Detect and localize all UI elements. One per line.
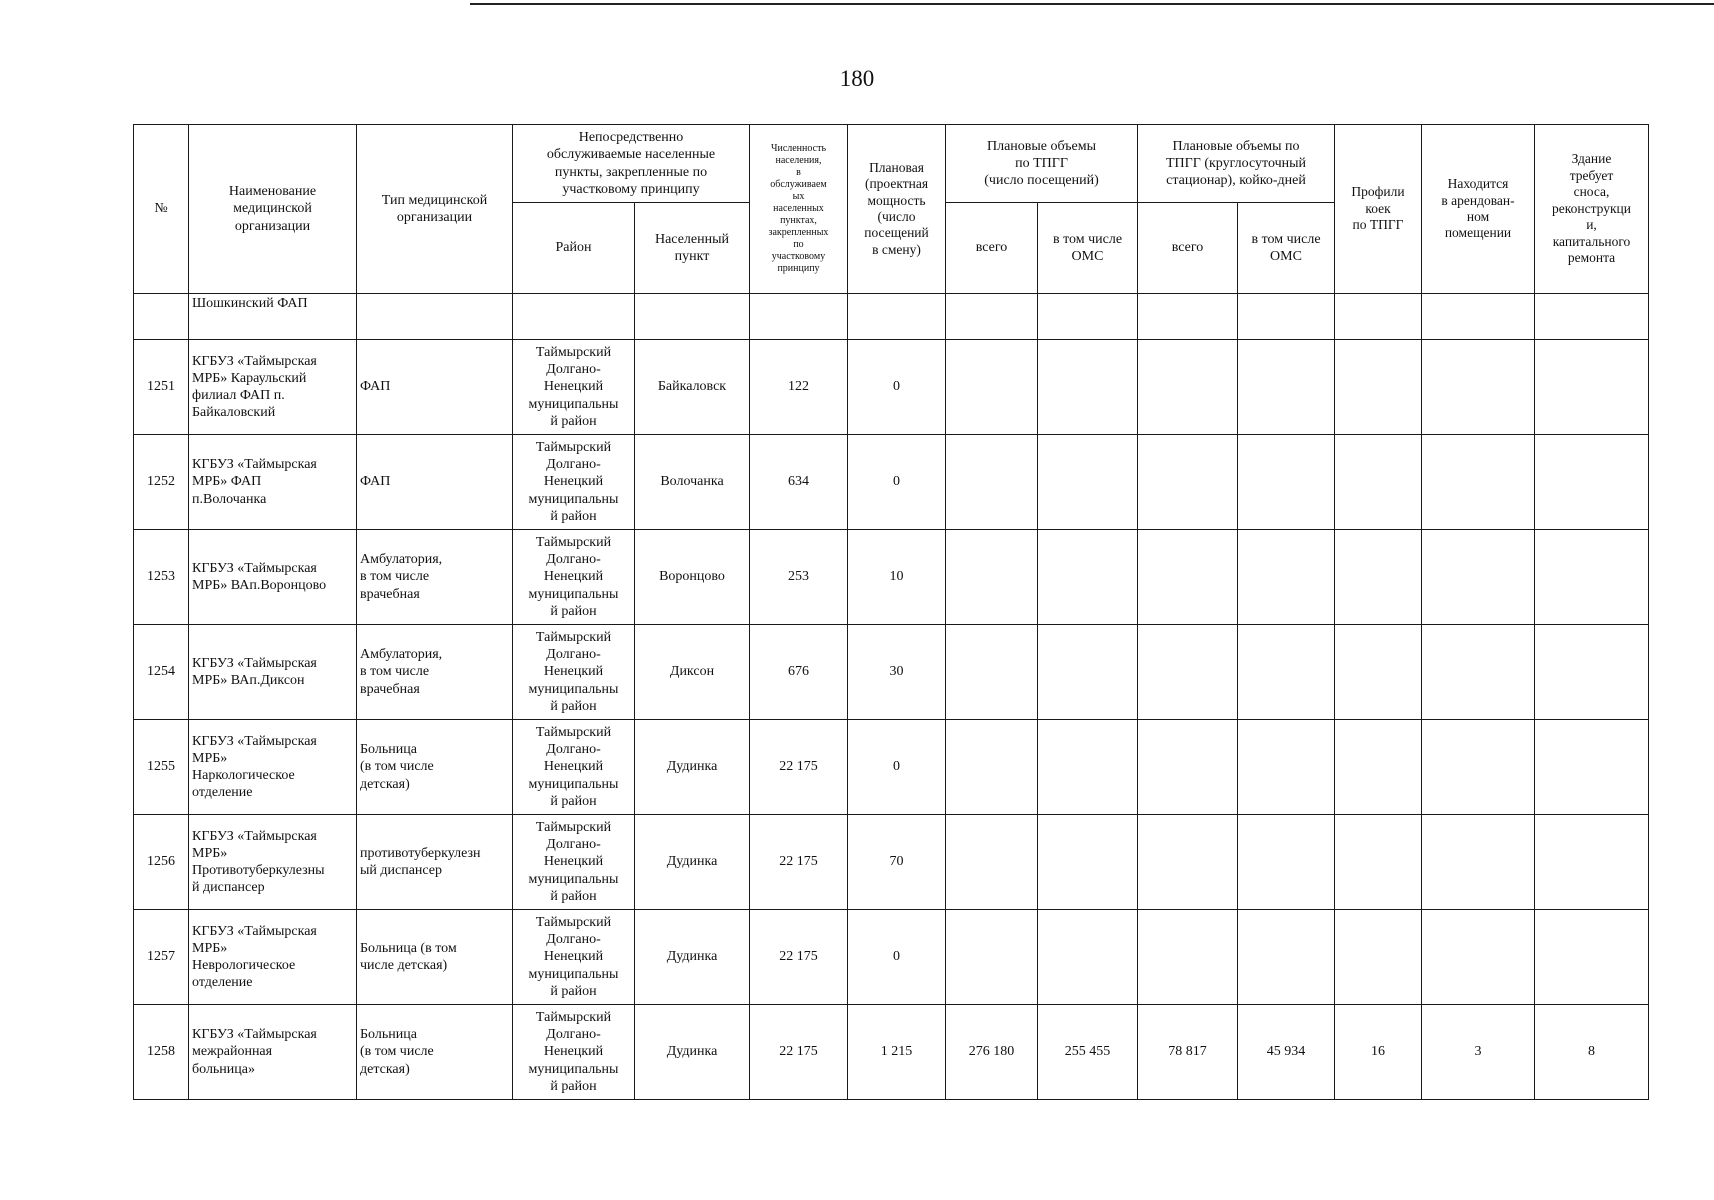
table-row — [134, 1005, 1649, 1100]
table-row — [134, 530, 1649, 625]
cell-name: КГБУЗ «Таймырская МРБ» ФАП п.Волочанка — [189, 435, 357, 530]
cell-population — [750, 294, 848, 340]
facilities-table — [133, 124, 1649, 1100]
cell-capacity — [848, 294, 946, 340]
col-served-header: Непосредственно обслуживаемые населенные пункты, закрепленные по участковому принципу — [513, 125, 750, 203]
cell-name: КГБУЗ «Таймырская МРБ» Караульский филиал ФАП п. Байкаловский — [189, 340, 357, 435]
cell-capacity: 0 — [848, 910, 946, 1005]
cell-visits-oms — [1038, 340, 1138, 435]
cell-capacity: 10 — [848, 530, 946, 625]
cell-inpatient-total — [1138, 910, 1238, 1005]
cell-profiles — [1335, 720, 1422, 815]
cell-name: КГБУЗ «Таймырская МРБ» ВАп.Воронцово — [189, 530, 357, 625]
cell-visits-oms — [1038, 720, 1138, 815]
cell-settlement — [635, 294, 750, 340]
cell-settlement: Воронцово — [635, 530, 750, 625]
cell-district: Таймырский Долгано- Ненецкий муниципальны й район — [513, 1005, 635, 1100]
cell-visits-total — [946, 435, 1038, 530]
cell-name: КГБУЗ «Таймырская МРБ» Неврологическое отделение — [189, 910, 357, 1005]
cell-rented — [1422, 530, 1535, 625]
top-rule — [470, 3, 1714, 5]
cell-inpatient-oms — [1238, 294, 1335, 340]
col-visits-total-header: всего — [946, 203, 1038, 294]
cell-district: Таймырский Долгано- Ненецкий муниципальны й район — [513, 720, 635, 815]
table-row — [134, 340, 1649, 435]
cell-visits-total — [946, 530, 1038, 625]
table-row-carryover — [134, 294, 1649, 340]
cell-settlement: Дудинка — [635, 720, 750, 815]
cell-num: 1257 — [134, 910, 189, 1005]
cell-rented — [1422, 910, 1535, 1005]
cell-settlement: Дудинка — [635, 1005, 750, 1100]
cell-inpatient-total — [1138, 340, 1238, 435]
cell-visits-total — [946, 625, 1038, 720]
cell-district: Таймырский Долгано- Ненецкий муниципальны й район — [513, 340, 635, 435]
cell-capacity: 1 215 — [848, 1005, 946, 1100]
cell-num — [134, 294, 189, 340]
cell-visits-oms — [1038, 625, 1138, 720]
cell-visits-total — [946, 340, 1038, 435]
cell-inpatient-total — [1138, 294, 1238, 340]
cell-profiles — [1335, 530, 1422, 625]
cell-type: ФАП — [357, 340, 513, 435]
cell-inpatient-oms — [1238, 625, 1335, 720]
cell-population: 253 — [750, 530, 848, 625]
cell-profiles — [1335, 910, 1422, 1005]
cell-capacity: 70 — [848, 815, 946, 910]
cell-settlement: Байкаловск — [635, 340, 750, 435]
cell-num: 1258 — [134, 1005, 189, 1100]
cell-visits-oms — [1038, 435, 1138, 530]
cell-district: Таймырский Долгано- Ненецкий муниципальны й район — [513, 625, 635, 720]
table-row — [134, 625, 1649, 720]
cell-inpatient-oms — [1238, 530, 1335, 625]
cell-population: 22 175 — [750, 1005, 848, 1100]
page-number: 180 — [839, 66, 875, 91]
cell-num: 1256 — [134, 815, 189, 910]
table-header — [134, 125, 1649, 294]
cell-profiles: 16 — [1335, 1005, 1422, 1100]
cell-type: противотуберкулезн ый диспансер — [357, 815, 513, 910]
cell-population: 634 — [750, 435, 848, 530]
table-row — [134, 910, 1649, 1005]
cell-building: 8 — [1535, 1005, 1649, 1100]
cell-rented: 3 — [1422, 1005, 1535, 1100]
cell-visits-total — [946, 720, 1038, 815]
cell-inpatient-total — [1138, 530, 1238, 625]
cell-rented — [1422, 294, 1535, 340]
cell-name: КГБУЗ «Таймырская МРБ» Наркологическое отделение — [189, 720, 357, 815]
cell-capacity: 30 — [848, 625, 946, 720]
cell-inpatient-oms — [1238, 910, 1335, 1005]
col-population-header: Численность населения, в обслуживаем ых населенных пунктах, закрепленных по участковому принципу — [750, 125, 848, 294]
cell-profiles — [1335, 435, 1422, 530]
cell-rented — [1422, 340, 1535, 435]
col-building-header: Здание требует сноса, реконструкци и, капитального ремонта — [1535, 125, 1649, 294]
cell-num: 1254 — [134, 625, 189, 720]
cell-building — [1535, 720, 1649, 815]
cell-inpatient-oms — [1238, 435, 1335, 530]
cell-type: Амбулатория, в том числе врачебная — [357, 625, 513, 720]
cell-name: КГБУЗ «Таймырская межрайонная больница» — [189, 1005, 357, 1100]
cell-district: Таймырский Долгано- Ненецкий муниципальны й район — [513, 530, 635, 625]
cell-population: 22 175 — [750, 815, 848, 910]
cell-name: КГБУЗ «Таймырская МРБ» Противотуберкулезны й диспансер — [189, 815, 357, 910]
cell-visits-oms: 255 455 — [1038, 1005, 1138, 1100]
cell-district: Таймырский Долгано- Ненецкий муниципальны й район — [513, 815, 635, 910]
cell-profiles — [1335, 815, 1422, 910]
cell-name: Шошкинский ФАП — [189, 294, 357, 340]
cell-inpatient-oms: 45 934 — [1238, 1005, 1335, 1100]
col-settlement-header: Населенный пункт — [635, 203, 750, 294]
cell-type: ФАП — [357, 435, 513, 530]
cell-settlement: Дудинка — [635, 815, 750, 910]
cell-profiles — [1335, 340, 1422, 435]
cell-visits-total: 276 180 — [946, 1005, 1038, 1100]
cell-district — [513, 294, 635, 340]
col-inpatient-oms-header: в том числе ОМС — [1238, 203, 1335, 294]
col-visits-header: Плановые объемы по ТПГГ (число посещений) — [946, 125, 1138, 203]
cell-capacity: 0 — [848, 720, 946, 815]
cell-profiles — [1335, 294, 1422, 340]
cell-visits-oms — [1038, 815, 1138, 910]
cell-type — [357, 294, 513, 340]
cell-type: Больница (в том числе детская) — [357, 720, 513, 815]
cell-inpatient-total — [1138, 435, 1238, 530]
cell-profiles — [1335, 625, 1422, 720]
cell-visits-oms — [1038, 294, 1138, 340]
col-name-header: Наименование медицинской организации — [189, 125, 357, 294]
cell-district: Таймырский Долгано- Ненецкий муниципальны й район — [513, 910, 635, 1005]
cell-settlement: Волочанка — [635, 435, 750, 530]
cell-population: 22 175 — [750, 910, 848, 1005]
cell-visits-total — [946, 815, 1038, 910]
cell-inpatient-oms — [1238, 340, 1335, 435]
cell-building — [1535, 910, 1649, 1005]
cell-num: 1251 — [134, 340, 189, 435]
cell-visits-total — [946, 910, 1038, 1005]
col-inpatient-total-header: всего — [1138, 203, 1238, 294]
cell-building — [1535, 815, 1649, 910]
cell-population: 676 — [750, 625, 848, 720]
cell-settlement: Диксон — [635, 625, 750, 720]
cell-rented — [1422, 720, 1535, 815]
table-row — [134, 720, 1649, 815]
cell-inpatient-oms — [1238, 815, 1335, 910]
cell-inpatient-total: 78 817 — [1138, 1005, 1238, 1100]
cell-inpatient-total — [1138, 720, 1238, 815]
cell-visits-total — [946, 294, 1038, 340]
table-row — [134, 815, 1649, 910]
col-inpatient-header: Плановые объемы по ТПГГ (круглосуточный стационар), койко-дней — [1138, 125, 1335, 203]
cell-inpatient-total — [1138, 815, 1238, 910]
col-profiles-header: Профили коек по ТПГГ — [1335, 125, 1422, 294]
cell-settlement: Дудинка — [635, 910, 750, 1005]
cell-building — [1535, 294, 1649, 340]
cell-type: Амбулатория, в том числе врачебная — [357, 530, 513, 625]
cell-inpatient-oms — [1238, 720, 1335, 815]
col-capacity-header: Плановая (проектная мощность (число посещений в смену) — [848, 125, 946, 294]
cell-type: Больница (в том числе детская) — [357, 910, 513, 1005]
cell-capacity: 0 — [848, 435, 946, 530]
cell-name: КГБУЗ «Таймырская МРБ» ВАп.Диксон — [189, 625, 357, 720]
cell-rented — [1422, 435, 1535, 530]
col-rented-header: Находится в арендован- ном помещении — [1422, 125, 1535, 294]
cell-population: 22 175 — [750, 720, 848, 815]
cell-num: 1255 — [134, 720, 189, 815]
cell-inpatient-total — [1138, 625, 1238, 720]
table-row — [134, 435, 1649, 530]
cell-rented — [1422, 815, 1535, 910]
cell-district: Таймырский Долгано- Ненецкий муниципальны й район — [513, 435, 635, 530]
col-district-header: Район — [513, 203, 635, 294]
col-visits-oms-header: в том числе ОМС — [1038, 203, 1138, 294]
cell-rented — [1422, 625, 1535, 720]
col-type-header: Тип медицинской организации — [357, 125, 513, 294]
cell-capacity: 0 — [848, 340, 946, 435]
cell-visits-oms — [1038, 910, 1138, 1005]
cell-visits-oms — [1038, 530, 1138, 625]
cell-building — [1535, 530, 1649, 625]
table-body — [134, 294, 1649, 1100]
cell-population: 122 — [750, 340, 848, 435]
cell-type: Больница (в том числе детская) — [357, 1005, 513, 1100]
cell-num: 1253 — [134, 530, 189, 625]
col-num-header: № — [134, 125, 189, 294]
cell-num: 1252 — [134, 435, 189, 530]
cell-building — [1535, 435, 1649, 530]
cell-building — [1535, 625, 1649, 720]
cell-building — [1535, 340, 1649, 435]
